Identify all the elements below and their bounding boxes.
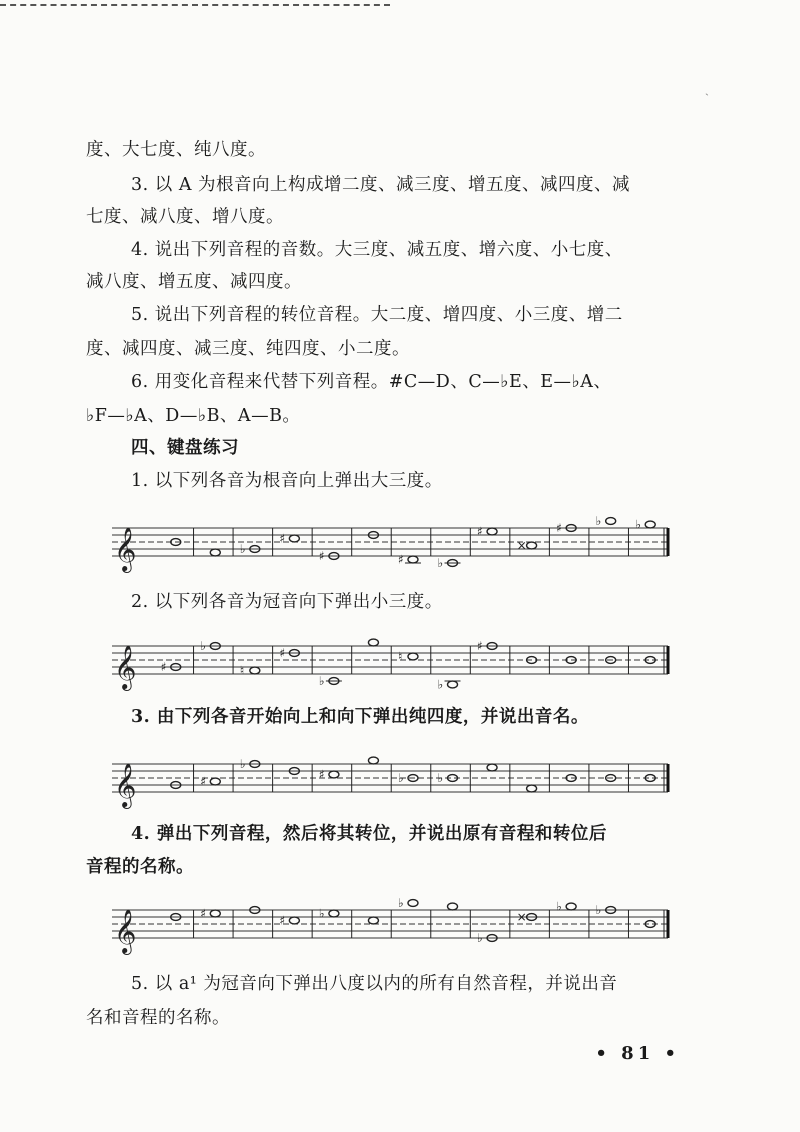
accidental-icon: ♮ <box>397 649 403 664</box>
text-line: 4. 说出下列音程的音数。大三度、减五度、增六度、小七度、 <box>131 240 623 260</box>
accidental-icon: ♭ <box>595 903 602 917</box>
top-dashed-rule <box>0 4 390 6</box>
accidental-icon: ♭ <box>397 896 404 910</box>
whole-note <box>408 556 418 563</box>
accidental-icon: ♯ <box>200 906 207 921</box>
text-line: 度、减四度、减三度、纯四度、小二度。 <box>86 339 410 359</box>
text-line: 3. 以 A 为根音向上构成增二度、减三度、增五度、减四度、减 <box>131 175 631 195</box>
accidental-icon: ♯ <box>279 646 286 660</box>
whole-note <box>487 528 497 535</box>
accidental-icon: ♭ <box>239 757 246 771</box>
text-line: ♭F—♭A、D—♭B、A—B。 <box>86 406 301 426</box>
accidental-icon: ♭ <box>477 931 483 945</box>
accidental-icon: ♭ <box>437 556 444 570</box>
whole-note <box>527 542 537 549</box>
accidental-icon: ♭ <box>318 674 325 688</box>
section-heading: 四、键盘练习 <box>131 438 239 458</box>
whole-note <box>289 917 299 924</box>
accidental-icon: ♭ <box>239 542 246 556</box>
accidental-icon: ♭ <box>437 771 444 785</box>
accidental-icon: ♯ <box>477 639 483 653</box>
whole-note <box>210 910 220 917</box>
exercise-3-prompt: 3. 由下列各音开始向上和向下弹出纯四度，并说出音名。 <box>131 707 589 727</box>
staff-svg-4 <box>112 896 668 953</box>
whole-note <box>408 653 418 660</box>
whole-note <box>645 521 655 528</box>
accidental-icon: ♯ <box>556 521 562 535</box>
page-number: • 81 • <box>595 1043 680 1064</box>
accidental-icon: ♭ <box>397 771 404 785</box>
staff-svg-1 <box>112 514 668 571</box>
staff-svg-3 <box>112 757 668 807</box>
treble-clef-icon: 𝄞 <box>114 909 137 953</box>
whole-note <box>210 778 220 785</box>
whole-note <box>289 535 299 542</box>
exercise-5-prompt: 5. 以 a¹ 为冠音向下弹出八度以内的所有自然音程，并说出音 <box>131 974 618 994</box>
whole-note <box>487 764 497 771</box>
whole-note <box>566 903 576 910</box>
text-line: 5. 说出下列音程的转位音程。大二度、增四度、小三度、增二 <box>131 305 623 325</box>
treble-clef-icon: 𝄞 <box>114 763 137 807</box>
whole-note <box>408 900 418 907</box>
exercise-2-prompt: 2. 以下列各音为冠音向下弹出小三度。 <box>131 592 443 612</box>
text-line: 减八度、增五度、减四度。 <box>86 272 302 292</box>
accidental-icon: ♭ <box>318 906 325 921</box>
exercise-4-prompt: 4. 弹出下列音程，然后将其转位，并说出原有音程和转位后 <box>131 824 607 844</box>
music-staff-3 <box>112 757 668 807</box>
whole-note <box>606 518 616 525</box>
whole-note <box>368 917 378 924</box>
accidental-icon: × <box>516 910 527 924</box>
music-staff-4 <box>112 896 668 953</box>
text-line: 七度、减八度、增八度。 <box>86 207 284 227</box>
accidental-icon: ♭ <box>595 514 602 528</box>
accidental-icon: ♯ <box>279 913 286 928</box>
text-line: 6. 用变化音程来代替下列音程。#C—D、C—♭E、E—♭A、 <box>131 372 612 392</box>
music-staff-2 <box>112 639 668 692</box>
treble-clef-icon: 𝄞 <box>114 645 137 689</box>
music-staff-1 <box>112 514 668 571</box>
accidental-icon: × <box>516 538 527 553</box>
accidental-icon: ♯ <box>318 549 325 563</box>
whole-note <box>329 771 339 778</box>
accidental-icon: ♭ <box>200 639 206 653</box>
text-line: 音程的名称。 <box>86 857 194 877</box>
text-line: 名和音程的名称。 <box>86 1008 230 1028</box>
accidental-icon: ♯ <box>477 524 483 539</box>
whole-note <box>527 785 537 792</box>
whole-note <box>329 910 339 917</box>
text-line: 度、大七度、纯八度。 <box>86 140 266 160</box>
accidental-icon: ♯ <box>279 531 286 546</box>
whole-note <box>368 639 378 646</box>
accidental-icon: ♯ <box>397 552 404 567</box>
whole-note <box>210 549 220 556</box>
whole-note <box>250 667 260 674</box>
accidental-icon: ♯ <box>200 774 207 789</box>
accidental-icon: ♯ <box>160 660 167 674</box>
accidental-icon: ♮ <box>239 663 245 678</box>
accidental-icon: ♭ <box>437 677 444 692</box>
accidental-icon: ♯ <box>318 767 325 782</box>
staff-svg-2 <box>112 639 668 692</box>
whole-note <box>368 757 378 764</box>
whole-note <box>448 681 458 688</box>
whole-note <box>448 903 458 910</box>
scan-mark: ˏ <box>705 82 709 96</box>
exercise-1-prompt: 1. 以下列各音为根音向上弹出大三度。 <box>131 471 443 491</box>
accidental-icon: ♭ <box>635 517 641 532</box>
accidental-icon: ♭ <box>556 899 562 914</box>
treble-clef-icon: 𝄞 <box>114 527 137 571</box>
